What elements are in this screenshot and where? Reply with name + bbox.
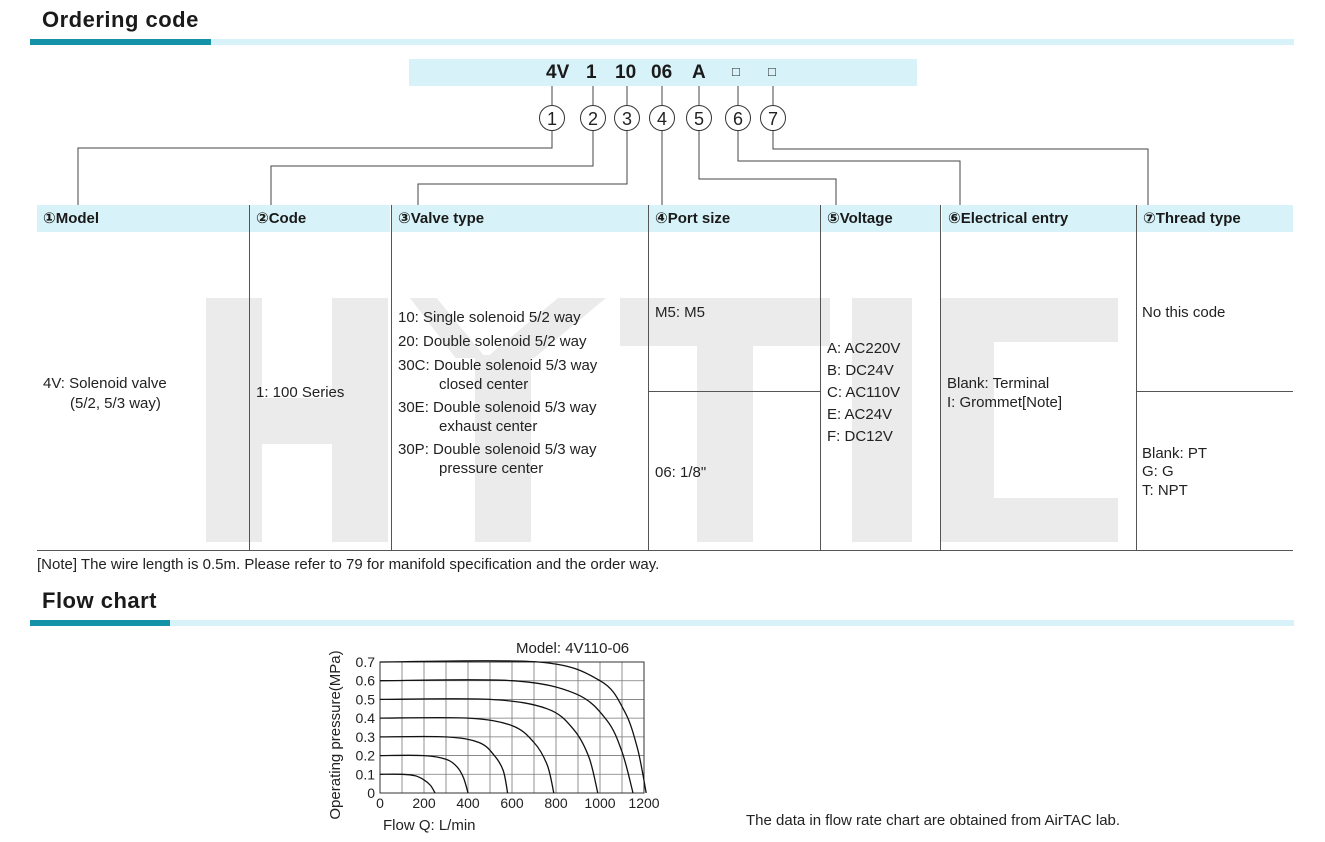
chart-title: Model: 4V110-06 <box>516 640 630 657</box>
chart-series-line <box>380 774 435 793</box>
header-valve-type: ③Valve type <box>392 205 648 232</box>
voltage-e: E: AC24V <box>827 406 893 423</box>
thread-type-pt: Blank: PT <box>1142 445 1208 462</box>
chart-y-axis-label: Operating pressure(MPa) <box>327 650 344 820</box>
valve-type-30e: 30E: Double solenoid 5/3 way <box>398 399 597 416</box>
code-part-voltage: A <box>692 62 706 83</box>
ordering-code-title: Ordering code <box>42 7 199 32</box>
circle-number-4: 4 <box>649 105 675 131</box>
port-size-06: 06: 1/8" <box>655 464 707 481</box>
header-voltage: ⑤Voltage <box>821 205 941 232</box>
circle-number-2: 2 <box>580 105 606 131</box>
model-value: 4V: Solenoid valve <box>43 375 167 392</box>
electrical-entry-blank: Blank: Terminal <box>947 375 1050 392</box>
chart-x-tick-label: 600 <box>500 795 524 811</box>
valve-type-30e-detail: exhaust center <box>439 418 538 435</box>
circle-number-5: 5 <box>686 105 712 131</box>
chart-x-tick-label: 400 <box>456 795 480 811</box>
code-part-series: 1 <box>586 62 597 83</box>
thread-type-npt: T: NPT <box>1142 482 1188 499</box>
code-part-port-size: 06 <box>651 62 673 83</box>
thread-type-g: G: G <box>1142 463 1174 480</box>
valve-type-10: 10: Single solenoid 5/2 way <box>398 309 581 326</box>
header-code: ②Code <box>250 205 390 232</box>
chart-y-tick-label: 0.2 <box>355 747 375 764</box>
chart-x-tick-label: 200 <box>412 795 436 811</box>
code-value: 1: 100 Series <box>256 384 345 401</box>
chart-y-tick-label: 0 <box>367 785 375 801</box>
chart-x-tick-label: 800 <box>544 795 568 811</box>
circle-number-1: 1 <box>539 105 565 131</box>
model-description: (5/2, 5/3 way) <box>70 395 161 412</box>
voltage-f: F: DC12V <box>827 428 893 445</box>
chart-y-tick-label: 0.4 <box>355 710 375 727</box>
chart-series-line <box>380 736 508 793</box>
chart-y-tick-label: 0.7 <box>355 654 375 670</box>
voltage-a: A: AC220V <box>827 340 901 357</box>
chart-y-tick-label: 0.6 <box>355 672 375 689</box>
valve-type-30p: 30P: Double solenoid 5/3 way <box>398 441 597 458</box>
chart-y-tick-label: 0.1 <box>355 766 375 783</box>
chart-x-tick-label: 1200 <box>628 795 660 811</box>
flow-data-source-note: The data in flow rate chart are obtained from AirTAC lab. <box>746 812 1121 829</box>
circle-number-3: 3 <box>614 105 640 131</box>
circle-number-6: 6 <box>725 105 751 131</box>
port-size-m5: M5: M5 <box>655 304 706 321</box>
valve-type-30c: 30C: Double solenoid 5/3 way <box>398 357 598 374</box>
chart-y-tick-label: 0.5 <box>355 691 375 708</box>
voltage-b: B: DC24V <box>827 362 894 379</box>
wire-length-note: [Note] The wire length is 0.5m. Please refer to 79 for manifold specification and the order way. <box>37 556 660 573</box>
valve-type-30p-detail: pressure center <box>439 460 544 477</box>
code-part-model: 4V <box>546 62 570 83</box>
header-electrical-entry: ⑥Electrical entry <box>942 205 1136 232</box>
chart-x-tick-label: 1000 <box>584 795 616 811</box>
chart-series-line <box>380 699 598 793</box>
valve-type-30c-detail: closed center <box>439 376 529 393</box>
header-model: ①Model <box>37 205 249 232</box>
code-part-valve-type: 10 <box>615 62 637 83</box>
header-port-size: ④Port size <box>649 205 820 232</box>
voltage-c: C: AC110V <box>827 384 901 401</box>
flow-chart-title: Flow chart <box>42 588 158 613</box>
thread-type-none: No this code <box>1142 304 1226 321</box>
code-part-thread-type: □ <box>768 64 776 79</box>
header-thread-type: ⑦Thread type <box>1137 205 1293 232</box>
chart-y-tick-label: 0.3 <box>355 728 375 745</box>
valve-type-20: 20: Double solenoid 5/2 way <box>398 333 587 350</box>
circle-number-7: 7 <box>760 105 786 131</box>
chart-x-axis-label: Flow Q: L/min <box>383 817 476 834</box>
code-part-electrical-entry: □ <box>732 64 740 79</box>
chart-x-tick-label: 0 <box>376 795 384 811</box>
electrical-entry-i: I: Grommet[Note] <box>947 394 1063 411</box>
